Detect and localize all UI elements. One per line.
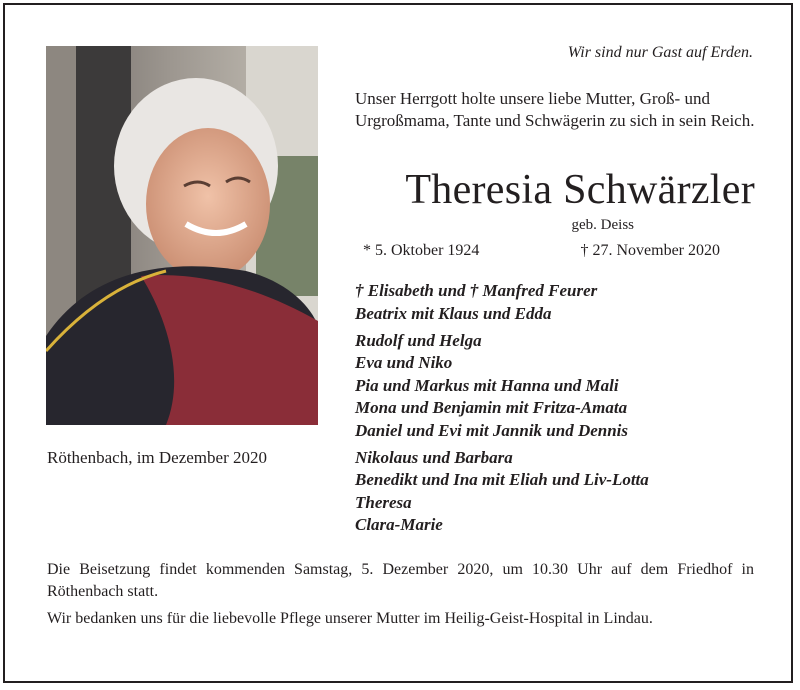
birth-date: * 5. Oktober 1924 bbox=[363, 242, 480, 259]
mourner-line: Eva und Niko bbox=[355, 353, 453, 372]
mourner-group bbox=[355, 280, 755, 325]
funeral-notice: Die Beisetzung findet kommenden Samstag, 5. Dezember 2020, um 10.30 Uhr auf dem Friedhof in Röthenbach statt. bbox=[47, 561, 754, 600]
intro-text: Unser Herrgott holte unsere liebe Mutter, Groß- und Urgroßmama, Tante und Schwägerin zu sich in sein Reich. bbox=[355, 89, 755, 130]
mourner-line: Benedikt und Ina mit Eliah und Liv-Lotta bbox=[355, 470, 649, 489]
place-date: Röthenbach, im Dezember 2020 bbox=[47, 448, 267, 467]
mourner-line: Beatrix mit Klaus und Edda bbox=[355, 303, 552, 323]
motto: Wir sind nur Gast auf Erden. bbox=[567, 44, 753, 61]
mourner-line: † Elisabeth und † Manfred Feurer bbox=[355, 281, 598, 300]
mourner-line: Nikolaus und Barbara bbox=[355, 447, 513, 467]
deceased-name: Theresia Schwärzler bbox=[405, 167, 755, 213]
mourner-group bbox=[355, 330, 755, 443]
mourner-line: Pia und Markus mit Hanna und Mali bbox=[355, 375, 619, 395]
portrait-photo bbox=[46, 46, 318, 425]
mourner-group bbox=[355, 447, 755, 537]
mourner-line: Clara-Marie bbox=[355, 515, 443, 534]
maiden-name: geb. Deiss bbox=[571, 217, 634, 233]
mourner-line: Rudolf und Helga bbox=[355, 330, 482, 350]
thanks-notice: Wir bedanken uns für die liebevolle Pflege unserer Mutter im Heilig-Geist-Hospital in Lindau. bbox=[47, 610, 653, 627]
mourner-line: Daniel und Evi mit Jannik und Dennis bbox=[355, 420, 629, 440]
mourner-line: Mona und Benjamin mit Fritza-Amata bbox=[355, 398, 628, 417]
life-dates bbox=[355, 242, 755, 264]
mourners-list bbox=[355, 280, 755, 541]
death-date: † 27. November 2020 bbox=[580, 242, 720, 259]
mourner-line: Theresa bbox=[355, 492, 412, 512]
